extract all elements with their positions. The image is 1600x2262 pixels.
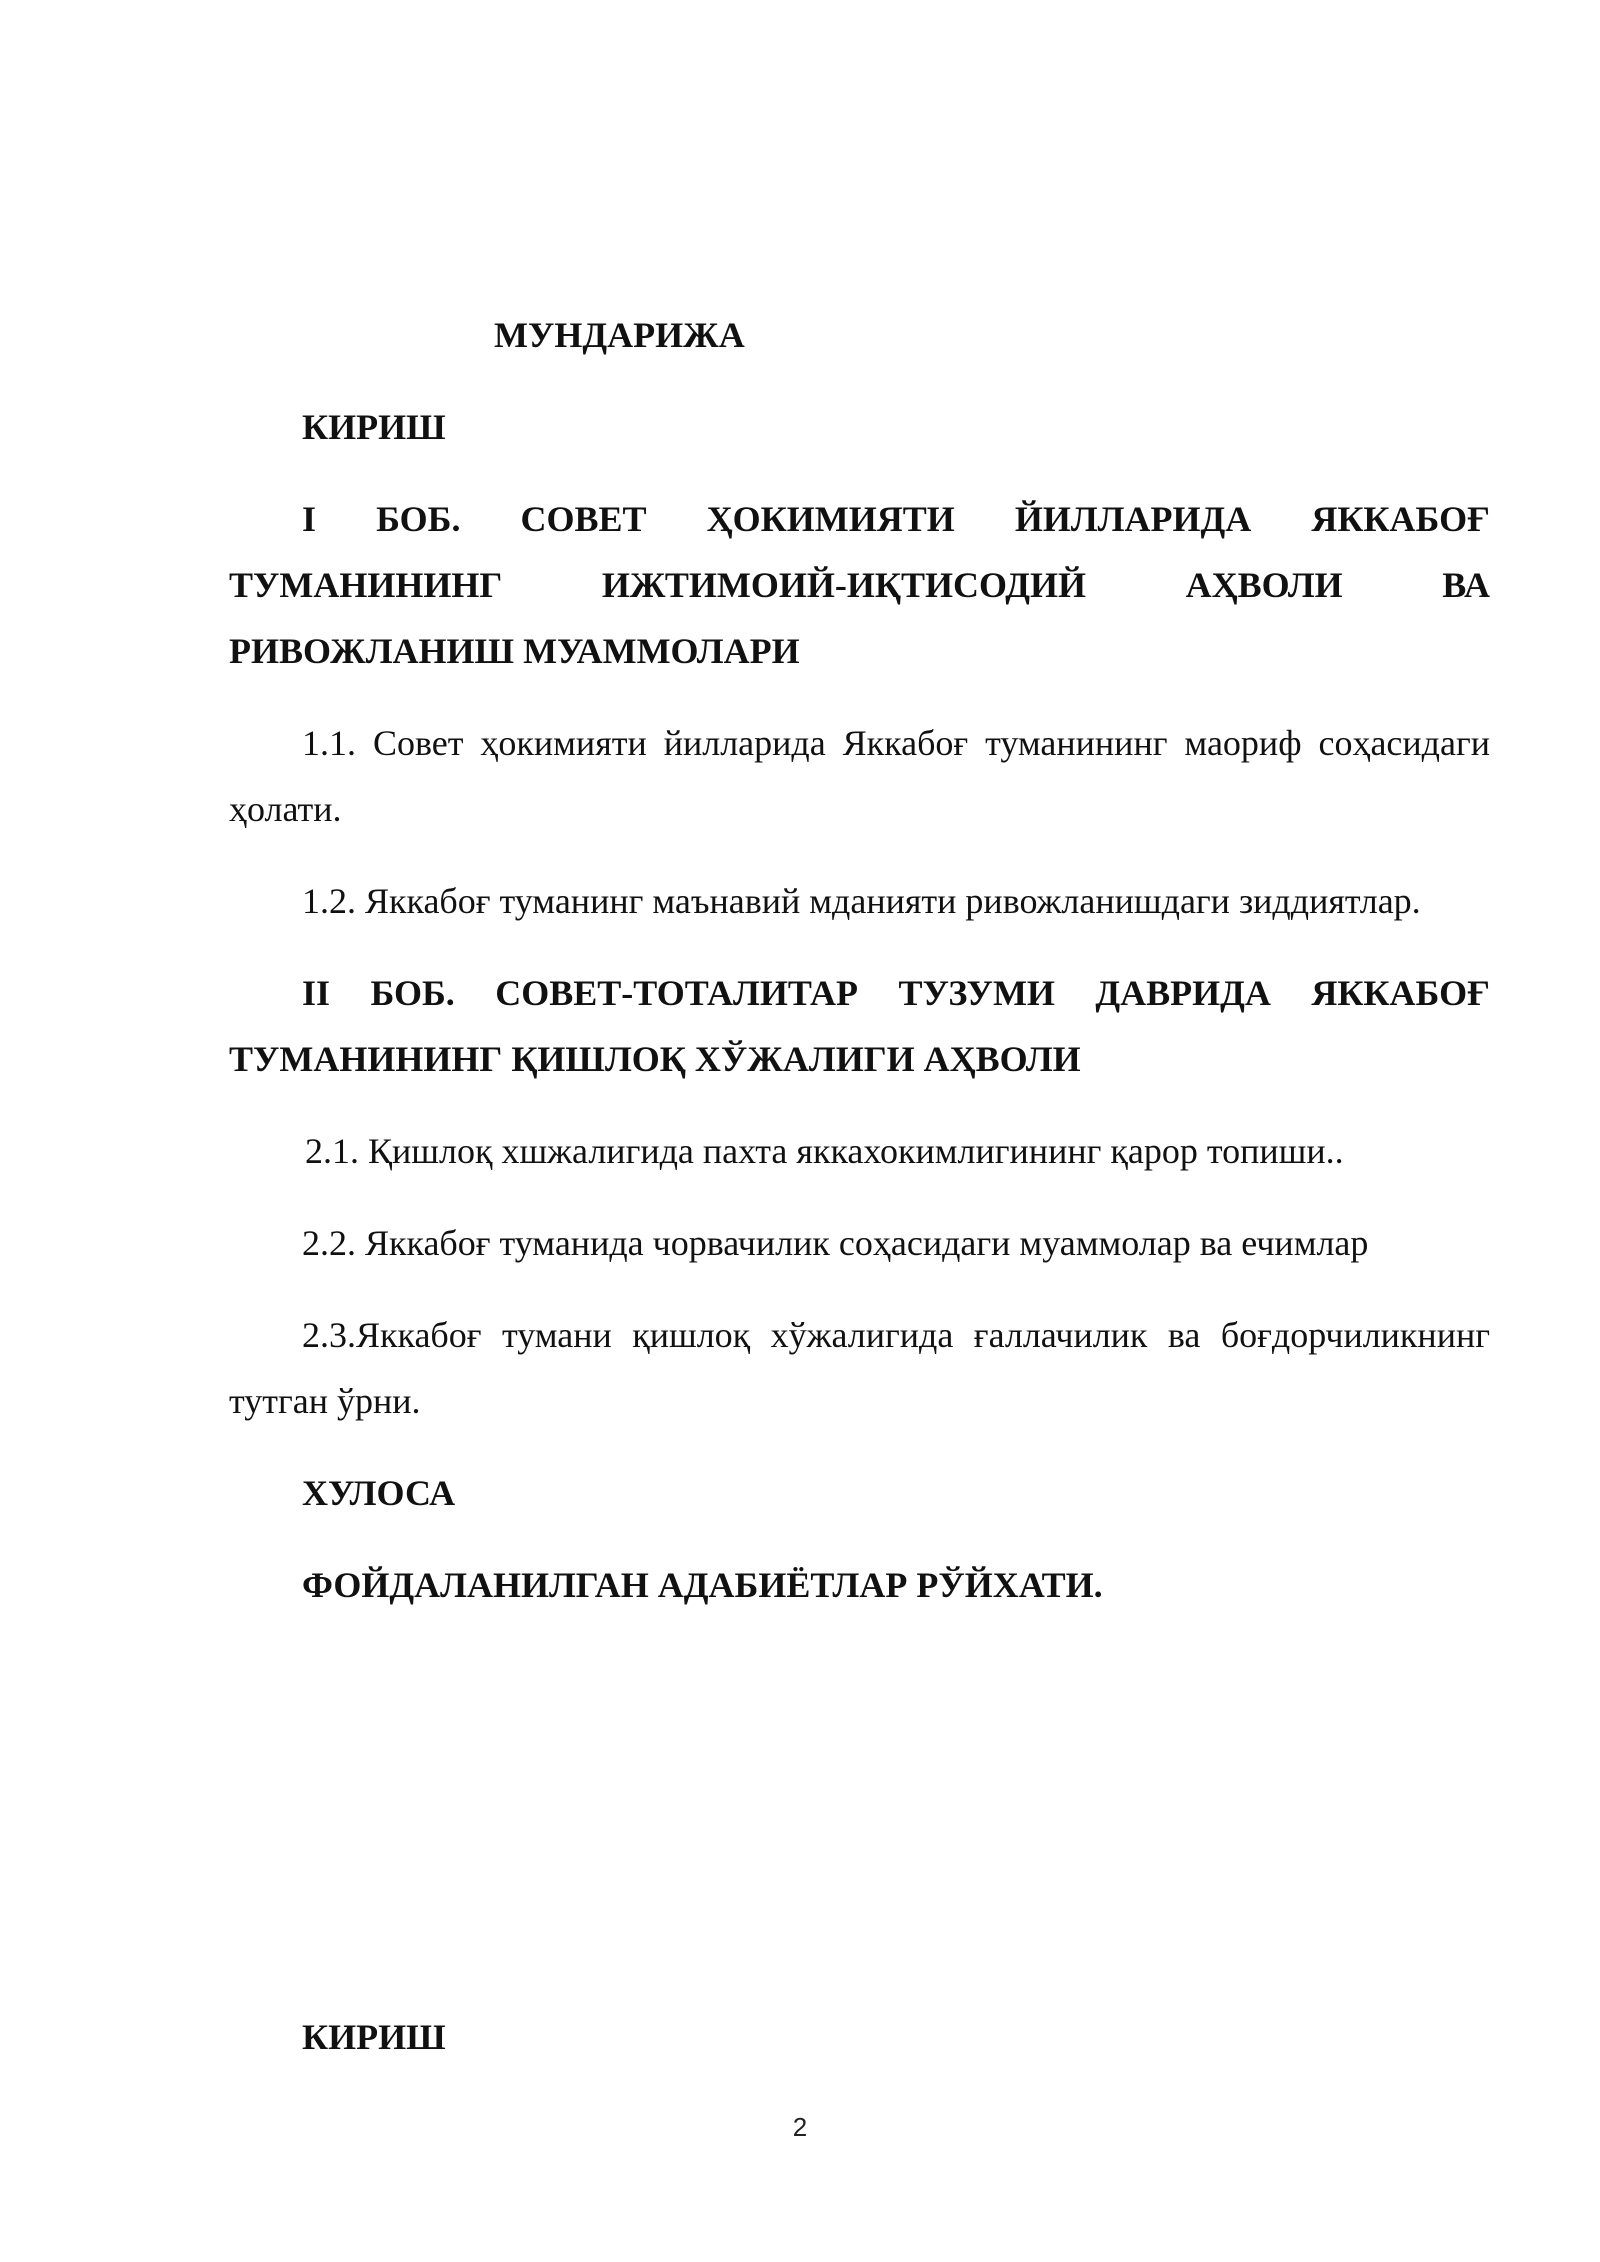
toc-item-section-1-1: 1.1. Совет ҳокимияти йилларида Яккабоғ туманининг маориф соҳасидаги ҳолати. [229, 723, 1490, 829]
toc-item-references: ФОЙДАЛАНИЛГАН АДАБИЁТЛАР РЎЙХАТИ. [302, 1565, 1103, 1605]
toc-item-section-2-3: 2.3.Яккабоғ тумани қишлоқ хўжалигида ғаллачилик ва боғдорчиликнинг тутган ўрни. [229, 1315, 1490, 1421]
toc-item-chapter-1: I БОБ. СОВЕТ ҲОКИМИЯТИ ЙИЛЛАРИДА ЯККАБОҒ ТУМАНИНИНГ ИЖТИМОИЙ-ИҚТИСОДИЙ АҲВОЛИ ВА РИВОЖЛАНИШ МУАММОЛАРИ [229, 499, 1490, 671]
toc-item-section-2-1: 2.1. Қишлоқ хшжалигида пахта яккахокимлигининг қарор топиши.. [305, 1131, 1344, 1171]
toc-item-conclusion: ХУЛОСА [302, 1473, 456, 1513]
introduction-heading: КИРИШ [302, 2017, 446, 2057]
toc-item-introduction: КИРИШ [302, 407, 446, 447]
toc-item-chapter-2: II БОБ. СОВЕТ-ТОТАЛИТАР ТУЗУМИ ДАВРИДА ЯККАБОҒ ТУМАНИНИНГ ҚИШЛОҚ ХЎЖАЛИГИ АҲВОЛИ [229, 973, 1490, 1079]
toc-item-section-1-2: 1.2. Яккабоғ туманинг маънавий мданияти ривожланишдаги зиддиятлар. [302, 881, 1421, 921]
toc-title: МУНДАРИЖА [494, 315, 745, 355]
table-of-contents [229, 302, 1490, 1644]
page-number: 2 [792, 2112, 808, 2142]
toc-item-section-2-2: 2.2. Яккабоғ туманида чорвачилик соҳасидаги муаммолар ва ечимлар [302, 1223, 1369, 1263]
